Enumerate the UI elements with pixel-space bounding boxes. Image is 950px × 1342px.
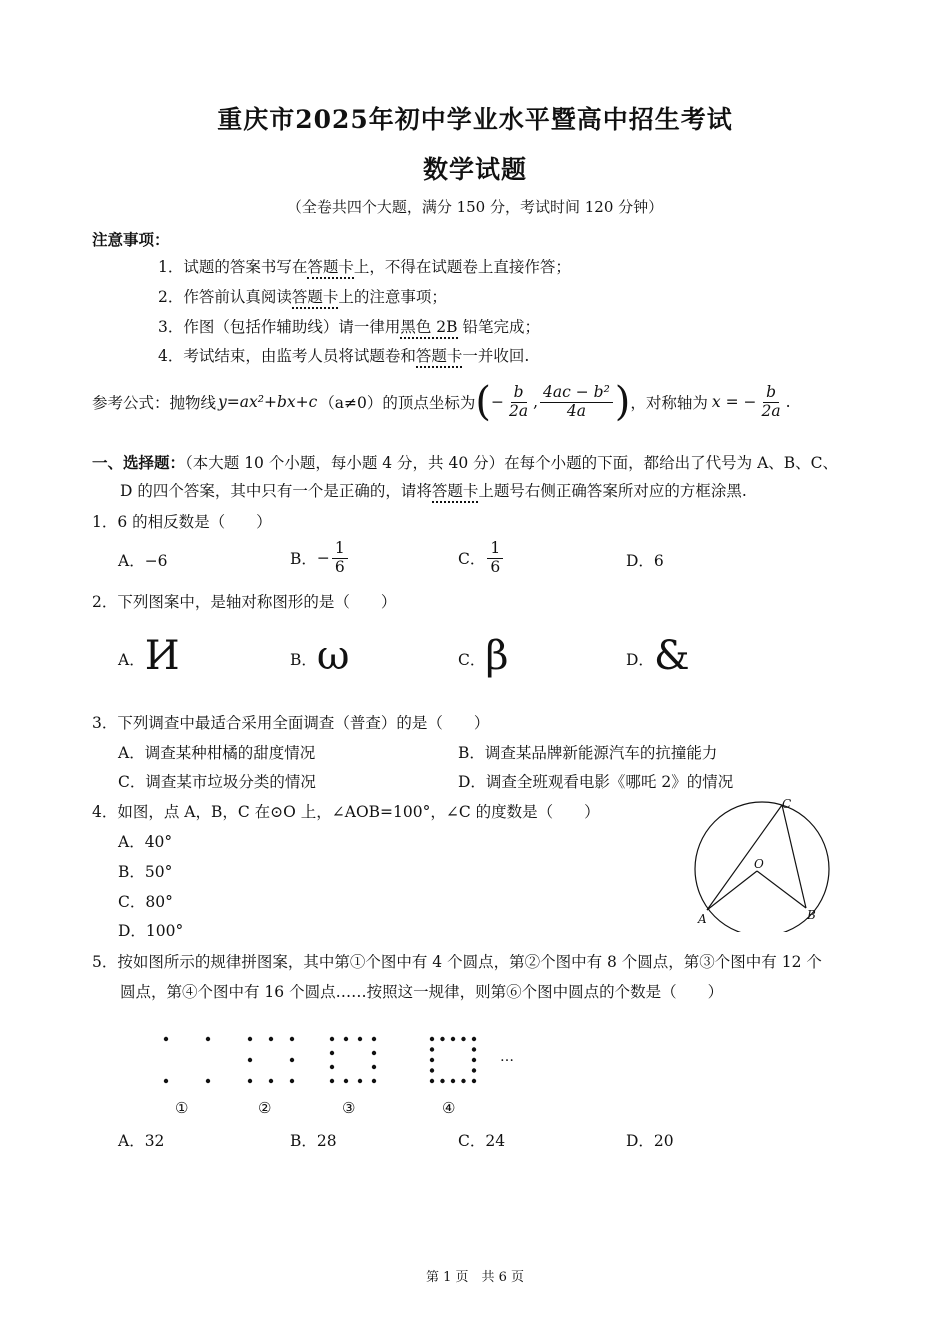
section-text: D 的四个答案，其中只有一个是正确的，请将 bbox=[120, 482, 432, 500]
pattern-4-dot bbox=[472, 1058, 476, 1062]
pattern-4-dot bbox=[430, 1079, 434, 1083]
notice-emph: 答题卡 bbox=[307, 258, 354, 279]
notice-item-4 bbox=[158, 344, 529, 366]
notice-text: 铅笔完成； bbox=[457, 318, 540, 336]
pattern-4-dot bbox=[430, 1058, 434, 1062]
notice-item-2 bbox=[158, 285, 447, 307]
notice-text: 上，不得在试题卷上直接作答； bbox=[353, 258, 571, 276]
option-label: C． bbox=[458, 651, 486, 669]
pattern-3-dot bbox=[372, 1037, 376, 1041]
fraction-denominator: 4a bbox=[566, 401, 586, 420]
formula-end: . bbox=[785, 393, 791, 411]
pattern-4-dot bbox=[430, 1037, 434, 1041]
pattern-4-dot bbox=[472, 1037, 476, 1041]
notice-text: 3．作图（包括作辅助线）请一律用 bbox=[158, 318, 401, 336]
question-2-option-a bbox=[118, 633, 180, 679]
minus-sign: − bbox=[316, 549, 330, 568]
fraction-denominator: 2a bbox=[761, 401, 781, 420]
pattern-3-dot bbox=[372, 1079, 376, 1083]
option-fraction bbox=[332, 540, 348, 577]
fraction-denominator: 2a bbox=[508, 401, 529, 420]
fraction-numerator: b bbox=[763, 384, 779, 403]
option-label: B． bbox=[290, 550, 317, 569]
pattern-1-dot bbox=[164, 1037, 168, 1041]
option-symbol: β bbox=[485, 633, 509, 679]
question-1-stem: 1．6 的相反数是（ ） bbox=[92, 513, 272, 531]
pattern-1-dot bbox=[164, 1079, 168, 1083]
segment-oa bbox=[707, 871, 757, 910]
pattern-label-2: ② bbox=[258, 1099, 272, 1117]
page-footer: 第 1 页 共 6 页 bbox=[425, 1270, 525, 1285]
question-2-option-c bbox=[458, 633, 509, 679]
fraction-numerator: 1 bbox=[487, 540, 503, 559]
section-text: （本大题 10 个小题，每小题 4 分，共 40 分）在每个小题的下面，都给出了代号为 A、B、C、 bbox=[185, 454, 839, 472]
pattern-2-dot bbox=[248, 1058, 252, 1062]
section-heading bbox=[92, 451, 838, 473]
pattern-3-dot bbox=[330, 1065, 334, 1069]
question-3-option-c: C．调查某市垃圾分类的情况 bbox=[118, 773, 316, 791]
pattern-label-4: ④ bbox=[442, 1099, 456, 1117]
pattern-4-dot bbox=[461, 1037, 465, 1041]
pattern-ellipsis: … bbox=[500, 1049, 514, 1065]
pattern-3-dot bbox=[330, 1037, 334, 1041]
notice-text: 上的注意事项； bbox=[338, 288, 447, 306]
pattern-4-dot bbox=[472, 1047, 476, 1051]
question-5-option-b: B．28 bbox=[290, 1132, 337, 1150]
comma: , bbox=[533, 393, 539, 411]
question-5-stem-1: 5．按如图所示的规律拼图案，其中第①个图中有 4 个圆点，第②个图中有 8 个圆点，第③个图中有 12 个 bbox=[92, 953, 822, 971]
pattern-2-dot bbox=[269, 1037, 273, 1041]
notice-text: 一并收回. bbox=[462, 347, 530, 365]
circle-figure bbox=[686, 796, 866, 932]
pattern-4-dot bbox=[430, 1068, 434, 1072]
question-1-option-b bbox=[290, 540, 350, 577]
question-2-stem: 2．下列图案中，是轴对称图形的是（ ） bbox=[92, 593, 397, 611]
pattern-3-dot bbox=[358, 1079, 362, 1083]
pattern-3-dot bbox=[372, 1065, 376, 1069]
question-3-option-b: B．调查某品牌新能源汽车的抗撞能力 bbox=[458, 744, 718, 762]
segment-ca bbox=[707, 805, 782, 910]
option-symbol: & bbox=[653, 633, 690, 679]
pattern-3-dot bbox=[358, 1037, 362, 1041]
notice-emph: 黑色 2B bbox=[400, 318, 457, 339]
section-text: 上题号右侧正确答案所对应的方框涂黑. bbox=[478, 482, 747, 500]
pattern-3-dot bbox=[330, 1079, 334, 1083]
axis-variable: x = − bbox=[711, 393, 757, 411]
vertex-x-fraction bbox=[506, 384, 531, 421]
pattern-label-3: ③ bbox=[342, 1099, 356, 1117]
pattern-4-dot bbox=[472, 1068, 476, 1072]
pattern-4-dot bbox=[451, 1079, 455, 1083]
question-1-option-a: A．−6 bbox=[118, 552, 168, 570]
fraction-numerator: 1 bbox=[332, 540, 348, 559]
formula-lead: 参考公式：抛物线 bbox=[92, 394, 217, 412]
pattern-4-dot bbox=[461, 1079, 465, 1083]
question-2-option-d bbox=[626, 633, 690, 679]
option-label: B． bbox=[290, 651, 317, 669]
notice-text: 1．试题的答案书写在 bbox=[158, 258, 308, 276]
reference-formula bbox=[92, 379, 791, 425]
pattern-4-dot bbox=[440, 1079, 444, 1083]
axis-text: ，对称轴为 bbox=[630, 394, 708, 412]
notice-emph: 答题卡 bbox=[292, 288, 339, 309]
option-label: C． bbox=[458, 550, 486, 569]
pattern-4-dot bbox=[430, 1047, 434, 1051]
pattern-3-dot bbox=[330, 1051, 334, 1055]
option-fraction bbox=[487, 540, 503, 577]
option-symbol: И bbox=[144, 633, 180, 679]
notice-heading: 注意事项： bbox=[92, 230, 170, 249]
fraction-numerator: b bbox=[511, 384, 527, 403]
notice-text: 4．考试结束，由监考人员将试题卷和 bbox=[158, 347, 416, 365]
subject-title: 数学试题 bbox=[422, 155, 527, 184]
pattern-label-1: ① bbox=[175, 1099, 189, 1117]
fraction-denominator: 6 bbox=[490, 557, 501, 576]
notice-item-3 bbox=[158, 315, 540, 337]
option-label: D． bbox=[626, 651, 654, 669]
vertex-y-fraction bbox=[540, 384, 613, 421]
option-symbol: ω bbox=[316, 633, 350, 679]
question-1-option-c bbox=[458, 540, 505, 577]
question-3-stem: 3．下列调查中最适合采用全面调查（普查）的是（ ） bbox=[92, 714, 490, 732]
section-instructions bbox=[120, 479, 747, 501]
question-5-option-c: C．24 bbox=[458, 1132, 506, 1150]
pattern-4-dot bbox=[451, 1037, 455, 1041]
question-3-option-d: D．调查全班观看电影《哪吒 2》的情况 bbox=[458, 773, 734, 791]
option-label: A． bbox=[118, 651, 145, 669]
pattern-3-dot bbox=[344, 1079, 348, 1083]
left-paren: ( bbox=[475, 379, 491, 425]
pattern-2-dot bbox=[248, 1079, 252, 1083]
exam-info: （全卷共四个大题，满分 150 分，考试时间 120 分钟） bbox=[286, 198, 664, 216]
formula-equation: y=ax²+bx+c bbox=[218, 393, 318, 411]
pattern-2-dot bbox=[290, 1037, 294, 1041]
minus-sign: − bbox=[490, 393, 504, 411]
right-paren: ) bbox=[614, 379, 631, 425]
fraction-denominator: 6 bbox=[334, 557, 345, 576]
pattern-3-dot bbox=[372, 1051, 376, 1055]
formula-condition: （a≠0）的顶点坐标为 bbox=[319, 394, 476, 412]
notice-item-1 bbox=[158, 255, 571, 277]
pattern-2-dot bbox=[290, 1079, 294, 1083]
notice-text: 2．作答前认真阅读 bbox=[158, 288, 292, 306]
question-4-option-b: B．50° bbox=[118, 863, 173, 881]
question-2-option-b bbox=[290, 633, 350, 679]
notice-emph: 答题卡 bbox=[416, 347, 463, 368]
question-4-option-c: C．80° bbox=[118, 893, 173, 911]
pattern-1-dot bbox=[206, 1079, 210, 1083]
question-5-option-d: D．20 bbox=[626, 1132, 674, 1150]
question-5-option-a: A．32 bbox=[118, 1132, 165, 1150]
pattern-4-dot bbox=[472, 1079, 476, 1083]
section-label: 一、选择题： bbox=[92, 453, 186, 472]
fraction-numerator: 4ac − b² bbox=[540, 384, 613, 403]
label-b: B bbox=[807, 908, 816, 922]
question-5-stem-2: 圆点，第④个图中有 16 个圆点……按照这一规律，则第⑥个图中圆点的个数是（ ） bbox=[120, 983, 724, 1001]
question-3-option-a: A．调查某种柑橘的甜度情况 bbox=[118, 744, 316, 762]
question-4-option-a: A．40° bbox=[118, 833, 173, 851]
question-1-option-d: D．6 bbox=[626, 552, 664, 570]
label-o: O bbox=[754, 857, 764, 871]
dot-patterns bbox=[164, 1037, 476, 1083]
pattern-2-dot bbox=[248, 1037, 252, 1041]
pattern-1-dot bbox=[206, 1037, 210, 1041]
page-title: 重庆市2025年初中学业水平暨高中招生考试 bbox=[217, 105, 733, 134]
pattern-3-dot bbox=[344, 1037, 348, 1041]
question-4-stem: 4．如图，点 A，B，C 在⊙O 上，∠AOB=100°，∠C 的度数是（ ） bbox=[92, 803, 600, 821]
label-c: C bbox=[782, 797, 792, 811]
axis-fraction bbox=[759, 384, 784, 421]
label-a: A bbox=[698, 912, 707, 926]
question-4-option-d: D．100° bbox=[118, 922, 184, 940]
dot-pattern-figure bbox=[150, 1025, 530, 1120]
pattern-4-dot bbox=[440, 1037, 444, 1041]
pattern-2-dot bbox=[269, 1079, 273, 1083]
section-emph: 答题卡 bbox=[432, 482, 479, 503]
pattern-2-dot bbox=[290, 1058, 294, 1062]
